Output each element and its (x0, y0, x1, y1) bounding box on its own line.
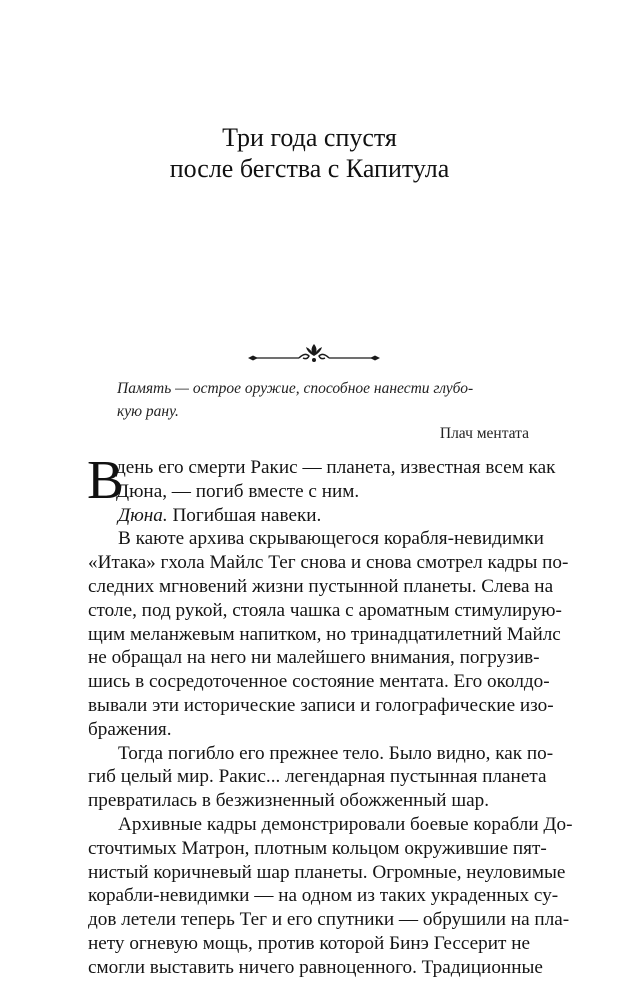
text-line-1: день его смерти Ракис — планета, известная всем как (116, 457, 556, 478)
text-line-11: вывали эти исторические записи и голографические изо- (88, 694, 554, 716)
epigraph-line-1: Память — острое оружие, способное нанести глубо- (117, 380, 474, 397)
text-line-5: «Итака» гхола Майлс Тег снова и снова смотрел кадры по- (88, 552, 569, 574)
drop-cap: В (87, 449, 124, 510)
text-line-6: следних мгновений жизни пустынной планеты. Слева на (88, 575, 554, 597)
text-line-13: Тогда погибло его прежнее тело. Было видно, как по- (118, 742, 554, 764)
epigraph (117, 377, 529, 423)
text-line-16: Архивные кадры демонстрировали боевые корабли До- (118, 813, 573, 835)
text-line-7: столе, под рукой, стояла чашка с ароматным стимулирую- (88, 599, 562, 621)
text-line-14: гиб целый мир. Ракис... легендарная пустынная планета (88, 766, 547, 788)
text-line-21: нету огневую мощь, против которой Бинэ Гессерит не (88, 932, 530, 954)
text-line-15: превратилась в безжизненный обожженный шар. (88, 790, 490, 812)
text-line-9: не обращал на него ни малейшего внимания, погрузив- (88, 647, 540, 669)
text-line-19: корабли-невидимки — на одном из таких украденных су- (88, 885, 559, 907)
text-line-3 (88, 504, 530, 528)
text-line-12: бражения. (88, 718, 172, 740)
text-line-2: Дюна, — погиб вместе с ним. (116, 480, 360, 502)
chapter-title-line-2: после бегства с Капитула (169, 154, 450, 183)
ornament-divider (247, 341, 381, 365)
chapter-title-line-1: Три года спустя (222, 123, 397, 152)
body-text (87, 449, 573, 980)
text-line-10: шись в сосредоточенное состояние ментата. Его околдо- (88, 671, 550, 693)
text-line-20: дов летели теперь Тег и его спутники — обрушили на пла- (88, 909, 570, 931)
text-line-4: В каюте архива скрывающегося корабля-невидимки (118, 528, 544, 550)
text-line-3-rest: Погибшая навеки. (172, 504, 322, 526)
text-line-22: смогли выставить ничего равноценного. Традиционные (88, 956, 543, 978)
text-line-18: нистый коричневый шар планеты. Огромные, неуловимые (88, 861, 566, 883)
text-line-8: щим меланжевым напитком, но тринадцатилетний Майлс (88, 623, 561, 645)
chapter-title (0, 122, 619, 184)
epigraph-line-2: кую рану. (117, 403, 179, 420)
italic-word: Дюна. (118, 504, 168, 526)
text-line-17: сточтимых Матрон, плотным кольцом окружившие пят- (88, 837, 547, 859)
epigraph-attribution: Плач ментата (439, 425, 529, 442)
